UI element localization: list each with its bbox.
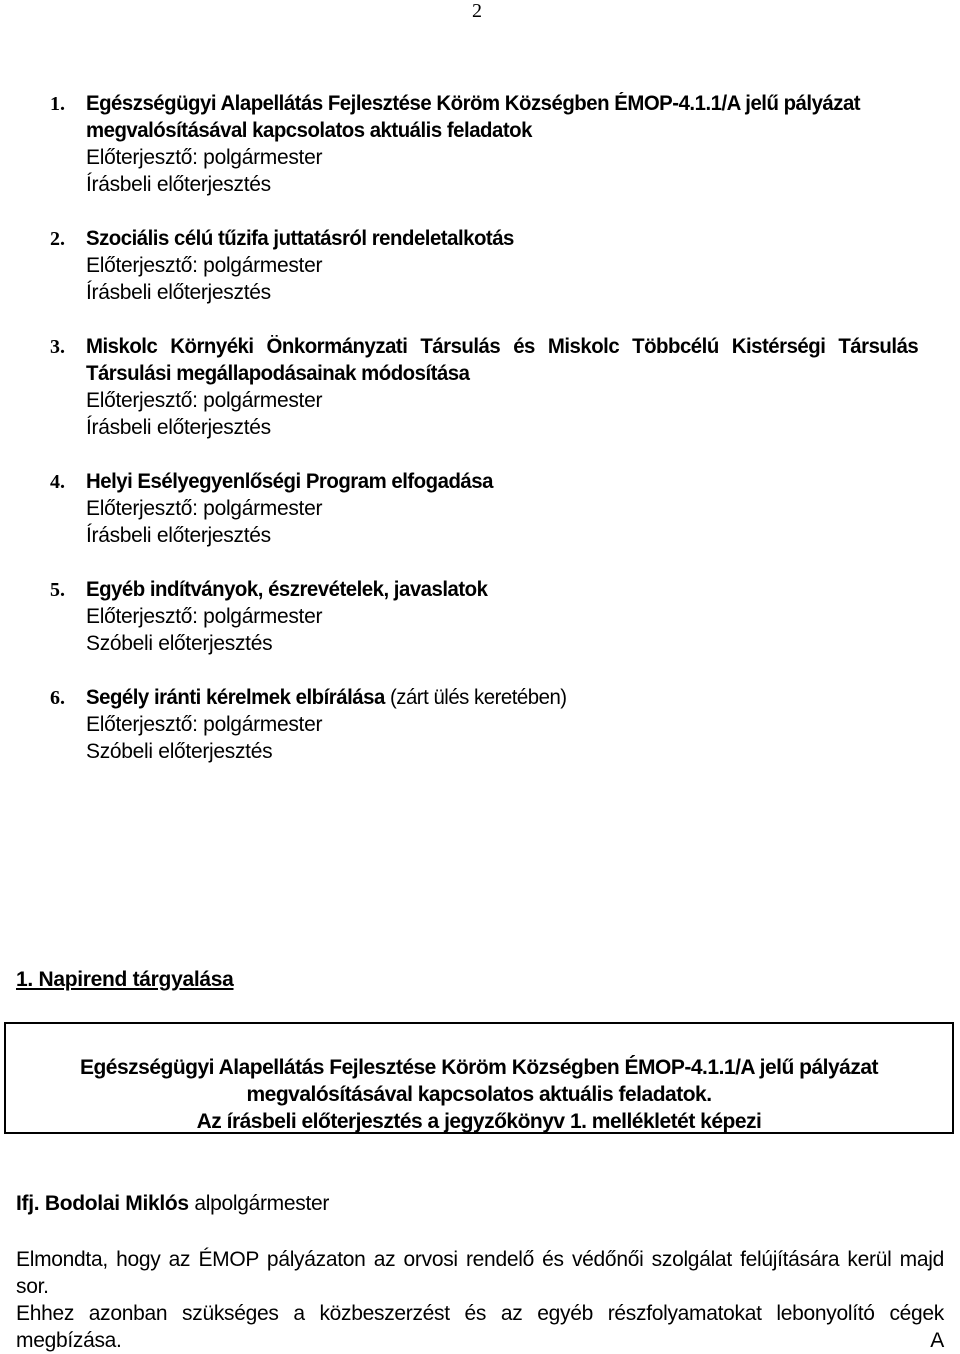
- agenda-list: [0, 90, 960, 792]
- agenda-item-type: Írásbeli előterjesztés: [86, 416, 271, 439]
- agenda-item-number: 1.: [50, 93, 65, 115]
- speech-line: Ehhez azonban szükséges a közbeszerzést és az egyéb részfolyamatokat lebonyolító cégek megbízása. A: [16, 1302, 944, 1352]
- speaker-name: Ifj. Bodolai Miklós: [16, 1192, 189, 1215]
- agenda-item-title: Társulási megállapodásainak módosítása: [86, 362, 470, 385]
- speaker-line: [16, 1192, 329, 1216]
- speaker-role: alpolgármester: [188, 1192, 330, 1215]
- agenda-item-type: Szóbeli előterjesztés: [86, 632, 273, 655]
- agenda-item-title: Egyéb indítványok, észrevételek, javaslatok: [86, 578, 488, 601]
- agenda-item-number: 5.: [50, 579, 65, 601]
- agenda-item-number: 2.: [50, 228, 65, 250]
- agenda-item-presenter: Előterjesztő: polgármester: [86, 497, 323, 520]
- agenda-summary-box: [4, 1022, 954, 1134]
- agenda-item-presenter: Előterjesztő: polgármester: [86, 254, 323, 277]
- agenda-item-title: Helyi Esélyegyenlőségi Program elfogadása: [86, 470, 493, 493]
- agenda-item-5: [0, 576, 960, 657]
- agenda-item-title-bold: Segély iránti kérelmek elbírálása: [86, 686, 385, 709]
- agenda-item-title: Miskolc Környéki Önkormányzati Társulás és Miskolc Többcélú Kistérségi Társulás: [86, 335, 919, 358]
- agenda-item-presenter: Előterjesztő: polgármester: [86, 146, 323, 169]
- agenda-item-presenter: Előterjesztő: polgármester: [86, 389, 323, 412]
- agenda-item-1: [0, 90, 960, 198]
- agenda-item-2: [0, 225, 960, 306]
- box-line: Egészségügyi Alapellátás Fejlesztése Köröm Községben ÉMOP-4.1.1/A jelű pályázat: [79, 1056, 879, 1079]
- agenda-item-presenter: Előterjesztő: polgármester: [86, 605, 323, 628]
- agenda-item-type: Írásbeli előterjesztés: [86, 173, 271, 196]
- agenda-item-number: 6.: [50, 687, 65, 709]
- agenda-item-3: [0, 333, 960, 441]
- box-line: Az írásbeli előterjesztés a jegyzőkönyv 1. mellékletét képezi: [196, 1110, 762, 1133]
- agenda-item-title: Egészségügyi Alapellátás Fejlesztése Köröm Községben ÉMOP-4.1.1/A jelű pályázat: [86, 92, 861, 115]
- agenda-item-number: 3.: [50, 336, 65, 358]
- section-heading: 1. Napirend tárgyalása: [16, 968, 234, 991]
- agenda-item-title: megvalósításával kapcsolatos aktuális feladatok: [86, 119, 532, 142]
- speech-paragraph: [16, 1246, 944, 1354]
- agenda-item-type: Szóbeli előterjesztés: [86, 740, 273, 763]
- agenda-item-title: [86, 684, 920, 711]
- speech-line: Elmondta, hogy az ÉMOP pályázaton az orvosi rendelő és védőnői szolgálat felújítására kerül majd sor.: [16, 1248, 944, 1298]
- agenda-item-4: [0, 468, 960, 549]
- agenda-item-type: Írásbeli előterjesztés: [86, 281, 271, 304]
- page-number: 2: [472, 0, 482, 22]
- agenda-item-title: Szociális célú tűzifa juttatásról rendeletalkotás: [86, 227, 514, 250]
- agenda-item-6: [0, 684, 960, 765]
- box-line: megvalósításával kapcsolatos aktuális feladatok.: [246, 1083, 712, 1106]
- agenda-item-type: Írásbeli előterjesztés: [86, 524, 271, 547]
- agenda-item-presenter: Előterjesztő: polgármester: [86, 713, 323, 736]
- agenda-item-number: 4.: [50, 471, 65, 493]
- agenda-item-title-note: (zárt ülés keretében): [384, 686, 567, 709]
